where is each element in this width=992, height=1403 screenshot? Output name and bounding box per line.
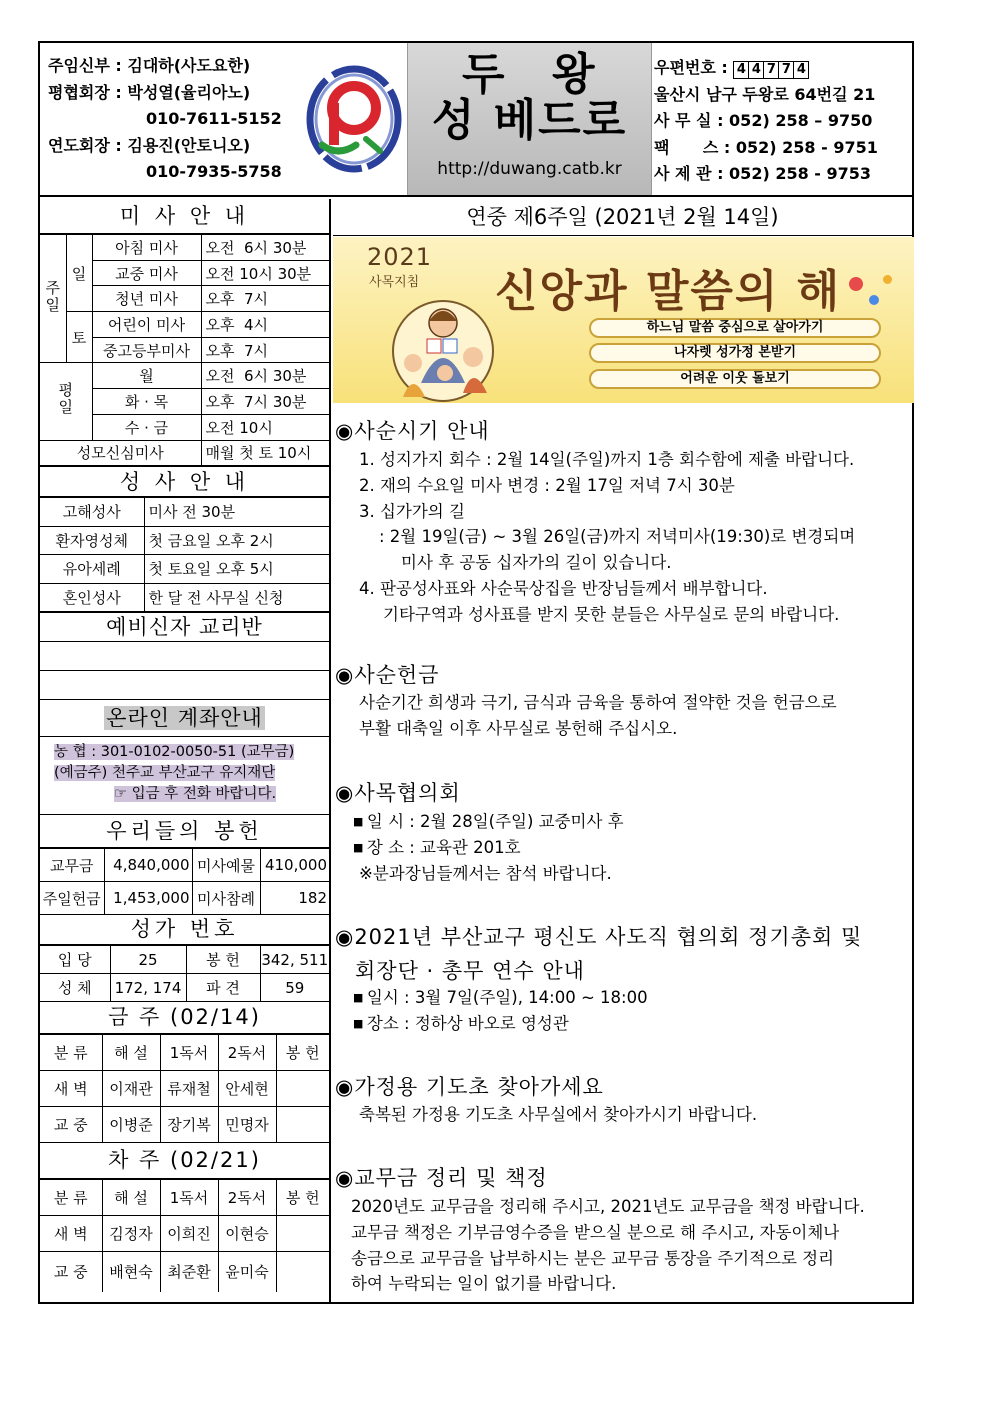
person-cell: 최준환 (160, 1252, 218, 1292)
dues-line: 교무금 책정은 기부금영수증을 받으실 분으로 해 주시고, 자동이체나 (351, 1222, 840, 1242)
this-week-table (40, 1034, 329, 1143)
lent-line: 미사 후 공동 십자가의 길이 있습니다. (401, 553, 672, 573)
banner-item: 하느님 말씀 중심으로 살아가기 (589, 318, 881, 338)
person-cell: 윤미숙 (218, 1252, 276, 1292)
col-header: 1독서 (160, 1180, 218, 1216)
hymn-value: 59 (260, 974, 329, 1002)
person-cell (276, 1216, 329, 1252)
contact-info (654, 43, 912, 195)
title-line-2: 성 베드로 (431, 95, 628, 146)
bulletin-page (38, 41, 914, 1304)
account-note: ☞ 입금 후 전화 바랍니다. (114, 786, 277, 803)
rectory-phone: 사 제 관 : 052) 258 - 9753 (654, 164, 872, 184)
council-line: ※분과장님들께서는 참석 바랍니다. (359, 863, 612, 883)
zip-digit: 7 (763, 61, 779, 79)
role-cell: 새 벽 (40, 1216, 102, 1252)
dues-line: 송금으로 교무금을 납부하시는 분은 교무금 통장을 주기적으로 정리 (351, 1248, 835, 1268)
lent-offering-line: 부활 대축일 이후 사무실로 봉헌해 주십시오. (359, 718, 678, 738)
catechumen-row (40, 671, 329, 700)
hymn-table (40, 945, 329, 1002)
sacrament-name: 혼인성사 (40, 583, 144, 612)
zip-label: 우편번호 : (654, 58, 728, 77)
sacrament-name: 환자영성체 (40, 526, 144, 555)
offering-table (40, 848, 329, 915)
header (40, 43, 912, 197)
weekday-day: 화 · 목 (92, 389, 201, 415)
offering-value: 410,000 (260, 849, 329, 882)
col-header: 1독서 (160, 1035, 218, 1071)
lent-line: 4. 판공성사표와 사순묵상집을 반장님들께서 배부합니다. (359, 578, 768, 598)
decor-dot-icon (849, 277, 863, 291)
lent-line: 2. 재의 수요일 미사 변경 : 2월 17일 저녁 7시 30분 (359, 475, 735, 495)
council-president: 평협회장 : 박성열(율리아노) (48, 82, 251, 102)
parish-url[interactable]: http://duwang.catb.kr (437, 159, 622, 179)
lent-line: 1. 성지가지 회수 : 2월 14일(주일)까지 1층 회수함에 제출 바랍니다. (359, 450, 855, 469)
heart-mass-label: 성모신심미사 (40, 440, 201, 466)
col-header: 해 설 (102, 1180, 160, 1216)
mass-name: 어린이 미사 (92, 312, 201, 338)
mass-time: 오후 4시 (201, 312, 329, 338)
role-cell: 교 중 (40, 1107, 102, 1143)
sat-label: 토 (66, 312, 92, 363)
offering-title: 우리들의 봉헌 (40, 815, 329, 848)
address: 울산시 남구 두왕로 64번길 21 (654, 84, 876, 104)
assembly-line: ■ 장소 : 정하상 바오로 영성관 (353, 1011, 905, 1037)
mass-name: 중고등부미사 (92, 337, 201, 363)
sacrament-value: 첫 토요일 오후 5시 (144, 555, 329, 584)
dues-line: 하여 누락되는 일이 없기를 바랍니다. (351, 1274, 617, 1294)
person-cell: 이현승 (218, 1216, 276, 1252)
offering-value: 182 (260, 882, 329, 915)
youth-phone: 010-7935-5758 (146, 162, 282, 181)
council-body (353, 809, 905, 886)
col-header: 봉 헌 (276, 1035, 329, 1071)
col-header: 2독서 (218, 1180, 276, 1216)
account-title: 온라인 계좌안내 (106, 706, 263, 731)
offering-value: 4,840,000 (104, 849, 192, 882)
person-cell: 민명자 (218, 1107, 276, 1143)
title-char-2: 왕 (552, 49, 595, 100)
council-line: ■ 일 시 : 2월 28일(주일) 교중미사 후 (353, 809, 905, 835)
fax: 팩 스 : 052) 258 - 9751 (654, 137, 878, 157)
sacrament-value: 한 달 전 사무실 신청 (144, 583, 329, 612)
person-cell (276, 1107, 329, 1143)
dues-line: 2020년도 교무금을 정리해 주시고, 2021년도 교무금을 책정 바랍니다. (351, 1197, 865, 1216)
person-cell: 배현숙 (102, 1252, 160, 1292)
weekday-time: 오전 6시 30분 (201, 363, 329, 389)
role-cell: 새 벽 (40, 1071, 102, 1107)
assembly-title-line: ◉2021년 부산교구 평신도 사도직 협의회 정기총회 및 (335, 925, 863, 949)
holy-family-icon (363, 293, 523, 403)
pastoral-banner (333, 237, 914, 403)
col-header: 2독서 (218, 1035, 276, 1071)
zip-digit: 4 (748, 61, 764, 79)
decor-dot-icon (883, 275, 892, 284)
person-cell: 이희진 (160, 1216, 218, 1252)
person-cell: 이재관 (102, 1071, 160, 1107)
lent-offering-line: 사순기간 희생과 극기, 금식과 금육을 통하여 절약한 것을 헌금으로 (359, 693, 837, 712)
dues-title: ◉교무금 정리 및 책정 (335, 1166, 548, 1190)
mass-time: 오후 7시 (201, 337, 329, 363)
account-holder: (예금주) 천주교 부산교구 유지재단 (54, 765, 276, 782)
youth-president: 연도회장 : 김용진(안토니오) (48, 135, 251, 155)
sacrament-name: 유아세례 (40, 555, 144, 584)
next-week-table (40, 1179, 329, 1292)
mass-name: 아침 미사 (92, 235, 201, 261)
banner-slogan: 신앙과 말씀의 해 (495, 266, 842, 317)
zip-digit: 7 (778, 61, 794, 79)
week-title: 연중 제6주일 (2021년 2월 14일) (333, 199, 912, 236)
this-week-title: 금 주 (02/14) (40, 1002, 329, 1034)
banner-subtitle: 사목지침 (369, 275, 420, 290)
offering-key: 주일헌금 (40, 882, 104, 915)
banner-item: 어려운 이웃 돌보기 (589, 369, 881, 389)
mass-time: 오전 6시 30분 (201, 235, 329, 261)
offering-key: 미사예물 (192, 849, 260, 882)
council-line: ■ 장 소 : 교육관 201호 (353, 835, 905, 861)
person-cell: 이병준 (102, 1107, 160, 1143)
mass-time: 오전 10시 30분 (201, 260, 329, 286)
pastor: 주임신부 : 김대하(사도요한) (48, 56, 251, 75)
weekday-day: 월 (92, 363, 201, 389)
banner-year: 2021 (367, 243, 433, 271)
hymn-key: 성 체 (40, 974, 110, 1002)
next-week-title: 차 주 (02/21) (40, 1143, 329, 1179)
weekday-day: 수 · 금 (92, 414, 201, 440)
weekday-time: 오전 10시 (201, 414, 329, 440)
sun-label: 일 (66, 235, 92, 312)
lent-body (359, 447, 911, 628)
sunday-label: 주일 (43, 279, 62, 314)
catechumen-title: 예비신자 교리반 (40, 612, 329, 642)
parish-title (407, 43, 652, 195)
person-cell: 김정자 (102, 1216, 160, 1252)
lent-line: : 2월 19일(금) ~ 3월 26일(금)까지 저녁미사(19:30)로 변경되며 (379, 527, 856, 547)
hymn-value: 342, 511 (260, 946, 329, 974)
weekday-label: 평일 (56, 382, 75, 417)
person-cell (276, 1071, 329, 1107)
catechumen-row (40, 642, 329, 671)
sacrament-name: 고해성사 (40, 498, 144, 527)
hymn-key: 봉 헌 (186, 946, 260, 974)
weekday-time: 오후 7시 30분 (201, 389, 329, 415)
sacrament-title: 성 사 안 내 (40, 466, 329, 497)
assembly-title (335, 920, 862, 988)
left-column (40, 199, 331, 1304)
dues-body (351, 1194, 911, 1297)
assembly-body (353, 985, 905, 1037)
council-title: ◉사목협의회 (335, 781, 461, 805)
zip-code (733, 55, 808, 82)
account-number: 농 협 : 301-0102-0050-51 (교무금) (54, 744, 295, 761)
candle-title: ◉가정용 기도초 찾아가세요 (335, 1075, 604, 1099)
lent-offering-body (359, 690, 911, 742)
hymn-title: 성가 번호 (40, 915, 329, 945)
col-header: 분 류 (40, 1035, 102, 1071)
council-phone: 010-7611-5152 (146, 109, 282, 128)
sacrament-table (40, 497, 329, 612)
mass-title: 미 사 안 내 (40, 199, 329, 234)
col-header: 봉 헌 (276, 1180, 329, 1216)
offering-key: 미사참례 (192, 882, 260, 915)
person-cell: 류재철 (160, 1071, 218, 1107)
heart-mass-time: 매월 첫 토 10시 (201, 440, 329, 466)
role-cell: 교 중 (40, 1252, 102, 1292)
offering-value: 1,453,000 (104, 882, 192, 915)
lent-title: ◉사순시기 안내 (335, 419, 490, 443)
mass-time: 오후 7시 (201, 286, 329, 312)
office-phone: 사 무 실 : 052) 258 – 9750 (654, 111, 873, 131)
assembly-title-line: 회장단 · 총무 연수 안내 (355, 959, 585, 983)
decor-dot-icon (869, 295, 879, 305)
person-cell: 안세현 (218, 1071, 276, 1107)
hymn-value: 25 (110, 946, 186, 974)
lent-offering-title: ◉사순헌금 (335, 663, 440, 687)
mass-name: 청년 미사 (92, 286, 201, 312)
diocese-logo-icon (302, 53, 408, 185)
assembly-line: ■ 일시 : 3월 7일(주일), 14:00 ~ 18:00 (353, 985, 905, 1011)
candle-body (359, 1102, 911, 1128)
person-cell: 장기복 (160, 1107, 218, 1143)
banner-item: 나자렛 성가정 본받기 (589, 343, 881, 363)
offering-key: 교무금 (40, 849, 104, 882)
mass-table (40, 234, 329, 466)
mass-name: 교중 미사 (92, 260, 201, 286)
col-header: 분 류 (40, 1180, 102, 1216)
right-column (333, 199, 912, 1304)
zip-row (654, 55, 912, 82)
account-info (40, 737, 329, 815)
candle-line: 축복된 가정용 기도초 사무실에서 찾아가시기 바랍니다. (359, 1105, 758, 1124)
title-char-1: 두 (462, 49, 505, 100)
person-cell (276, 1252, 329, 1292)
lent-line: 기타구역과 성사표를 받지 못한 분들은 사무실로 문의 바랍니다. (383, 604, 840, 624)
hymn-value: 172, 174 (110, 974, 186, 1002)
sacrament-value: 미사 전 30분 (144, 498, 329, 527)
col-header: 해 설 (102, 1035, 160, 1071)
zip-digit: 4 (733, 61, 749, 79)
zip-digit: 4 (793, 61, 809, 79)
staff-info (40, 43, 300, 195)
lent-line: 3. 십가가의 길 (359, 501, 465, 521)
hymn-key: 입 당 (40, 946, 110, 974)
hymn-key: 파 견 (186, 974, 260, 1002)
sacrament-value: 첫 금요일 오후 2시 (144, 526, 329, 555)
